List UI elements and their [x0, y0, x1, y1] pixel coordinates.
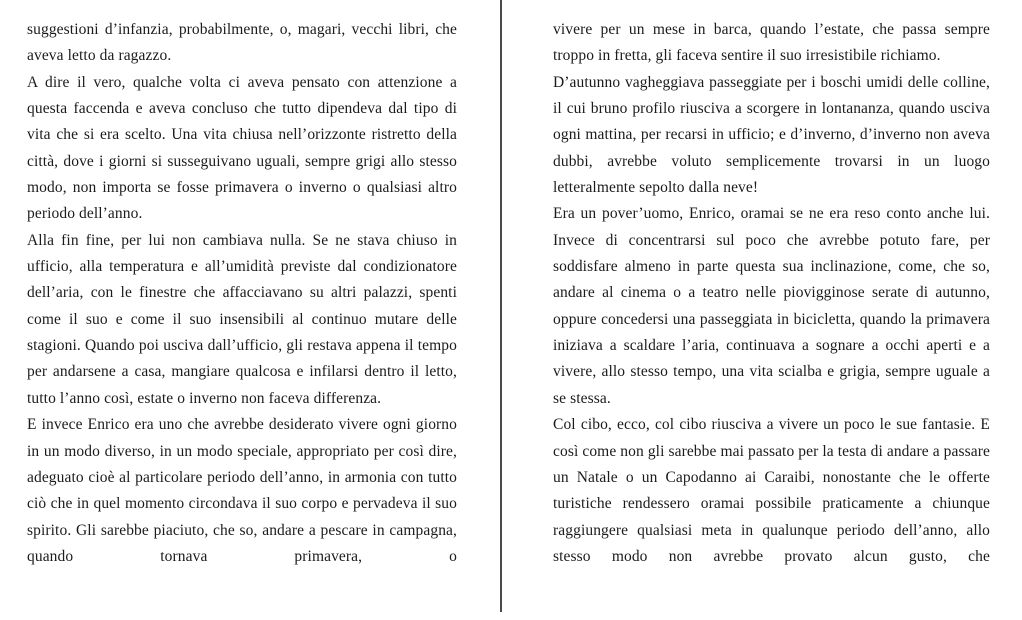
page-left [27, 17, 457, 570]
paragraph: A dire il vero, qualche volta ci aveva pensato con attenzione a questa faccenda e aveva concluso che tutto dipendeva dal tipo di vita che si era scelto. Una vita chiusa nell’orizzonte ristretto della città, dove i giorni si susseguivano uguali, sempre grigi allo stesso modo, non importa se fosse primavera o inverno o qualsiasi altro periodo dell’anno. [27, 73, 457, 223]
paragraph: D’autunno vagheggiava passeggiate per i boschi umidi delle colline, il cui bruno profilo riusciva a scorgere in lontananza, quando usciva ogni mattina, per recarsi in ufficio; e d’inverno, d’inverno non aveva dubbi, avrebbe voluto semplicemente trovarsi in un luogo letteralmente sepolto dalla neve! [553, 73, 990, 197]
paragraph: Col cibo, ecco, col cibo riusciva a vivere un poco le sue fantasie. E così come non gli sarebbe mai passato per la testa di andare a passare un Natale o un Capodanno ai Caraibi, nonostante che le offerte turistiche rendessero oramai possibile praticamente a chiunque raggiungere qualsiasi meta in qualunque periodo dell’anno, allo stesso modo non avrebbe provato alcun gusto, che [553, 416, 990, 565]
paragraph: suggestioni d’infanzia, probabilmente, o, magari, vecchi libri, che aveva letto da ragazzo. [27, 21, 457, 65]
paragraph: Era un pover’uomo, Enrico, oramai se ne era reso conto anche lui. Invece di concentrarsi sul poco che avrebbe potuto fare, per soddisfare almeno in parte questa sua inclinazione, come, che so, andare al cinema o a teatro nelle piovigginose serate di autunno, oppure concedersi una passeggiata in bicicletta, quando la primavera iniziava a scaldare l’aria, continuava a sognare a occhi aperti e a vivere, allo stesso tempo, una vita scialba e grigia, sempre uguale a se stessa. [553, 205, 990, 407]
paragraph: E invece Enrico era uno che avrebbe desiderato vivere ogni giorno in un modo diverso, in un modo speciale, appropriato per così dire, adeguato cioè al particolare periodo dell’anno, in armonia con tutto ciò che in quel momento circondava il suo corpo e pervadeva il suo spirito. Gli sarebbe piaciuto, che so, andare a pescare in campagna, quando tornava primavera, o [27, 416, 457, 565]
page-right [553, 17, 990, 570]
paragraph: Alla fin fine, per lui non cambiava nulla. Se ne stava chiuso in ufficio, alla temperatura e all’umidità previste dal condizionatore dell’aria, con le finestre che affacciavano su altri palazzi, spenti come il suo e come il suo insensibili al continuo mutare delle stagioni. Quando poi usciva dall’ufficio, gli restava appena il tempo per andarsene a casa, mangiare qualcosa e infilarsi dentro il letto, tutto l’anno così, estate o inverno non faceva differenza. [27, 231, 457, 407]
page-divider [500, 0, 502, 612]
paragraph: vivere per un mese in barca, quando l’estate, che passa sempre troppo in fretta, gli faceva sentire il suo irresistibile richiamo. [553, 21, 990, 65]
